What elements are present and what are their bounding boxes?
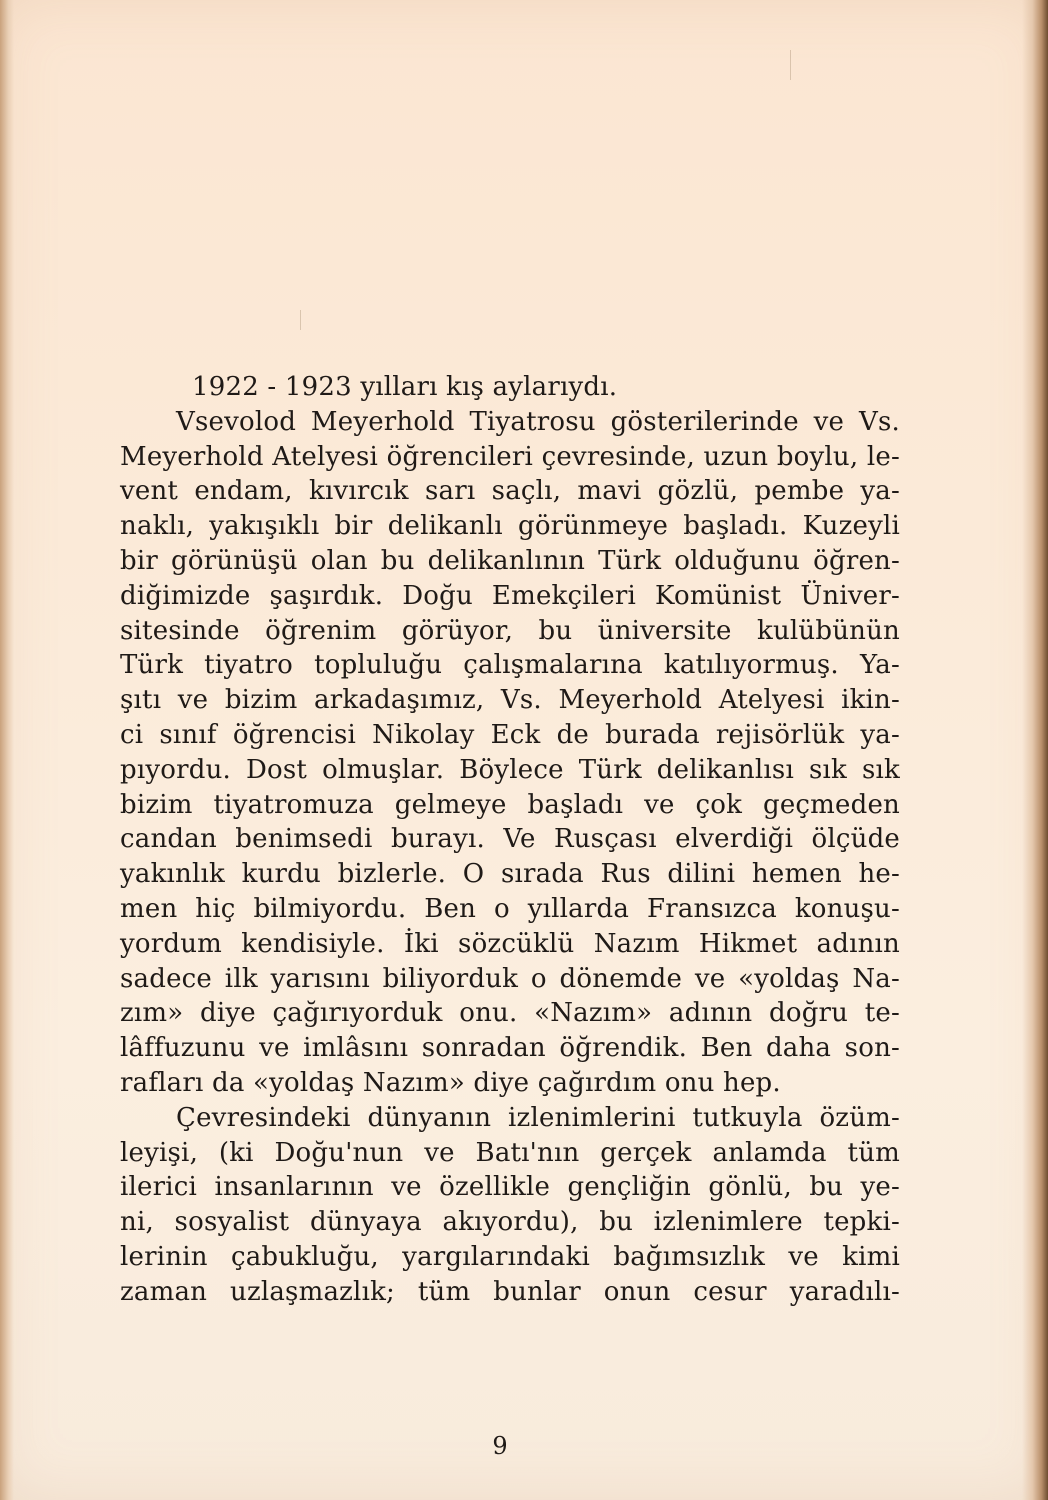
text-line: rafları da «yoldaş Nazım» diye çağırdım onu hep.	[120, 1067, 781, 1098]
text-line: Çevresindeki dünyanın izlenimlerini tutkuyla özüm-	[176, 1102, 900, 1133]
text-line: Türk tiyatro topluluğu çalışmalarına katılıyormuş. Ya-	[120, 650, 900, 681]
text-line: Meyerhold Atelyesi öğrencileri çevresinde, uzun boylu, le-	[120, 441, 900, 472]
text-line: pıyordu. Dost olmuşlar. Böylece Türk delikanlısı sık sık	[120, 754, 900, 785]
text-line: vent endam, kıvırcık sarı saçlı, mavi gözlü, pembe ya-	[120, 476, 900, 507]
page-right-edge	[1022, 0, 1048, 1500]
text-line: ilerici insanlarının ve özellikle gençliğin gönlü, bu ye-	[120, 1172, 900, 1203]
text-line: yakınlık kurdu bizlerle. O sırada Rus dilini hemen he-	[120, 859, 900, 890]
text-line: zaman uzlaşmazlık; tüm bunlar onun cesur yaradılı-	[120, 1276, 900, 1307]
text-line: ci sınıf öğrencisi Nikolay Eck de burada rejisörlük ya-	[120, 719, 900, 750]
text-line: sadece ilk yarısını biliyorduk o dönemde ve «yoldaş Na-	[120, 963, 900, 994]
text-line: men hiç bilmiyordu. Ben o yıllarda Fransızca konuşu-	[120, 893, 900, 924]
body-text	[120, 370, 900, 1310]
paper-mark	[300, 310, 301, 330]
text-line: candan benimsedi burayı. Ve Rusçası elverdiği ölçüde	[120, 824, 900, 855]
text-line: leyişi, (ki Doğu'nun ve Batı'nın gerçek anlamda tüm	[120, 1137, 900, 1168]
text-line: bizim tiyatromuza gelmeye başladı ve çok geçmeden	[120, 789, 900, 820]
text-line: Vsevolod Meyerhold Tiyatrosu gösterilerinde ve Vs.	[176, 406, 900, 437]
text-line: lerinin çabukluğu, yargılarındaki bağımsızlık ve kimi	[120, 1241, 900, 1272]
text-line: ni, sosyalist dünyaya akıyordu), bu izlenimlere tepki-	[120, 1207, 900, 1238]
text-line: lâffuzunu ve imlâsını sonradan öğrendik. Ben daha son-	[120, 1033, 900, 1064]
text-line: şıtı ve bizim arkadaşımız, Vs. Meyerhold Atelyesi ikin-	[120, 685, 900, 716]
page-number: 9	[492, 1432, 508, 1460]
text-line: sitesinde öğrenim görüyor, bu üniversite kulübünün	[120, 615, 900, 646]
text-line: naklı, yakışıklı bir delikanlı görünmeye başladı. Kuzeyli	[120, 511, 900, 542]
text-line: yordum kendisiyle. İki sözcüklü Nazım Hikmet adının	[120, 928, 900, 959]
text-line: bir görünüşü olan bu delikanlının Türk olduğunu öğren-	[120, 545, 900, 576]
paper-mark	[790, 50, 791, 80]
text-line: diğimizde şaşırdık. Doğu Emekçileri Komünist Üniver-	[120, 580, 900, 611]
page-left-edge	[0, 0, 14, 1500]
text-line: zım» diye çağırıyorduk onu. «Nazım» adının doğru te-	[120, 998, 900, 1029]
text-line: 1922 - 1923 yılları kış aylarıydı.	[192, 372, 618, 402]
